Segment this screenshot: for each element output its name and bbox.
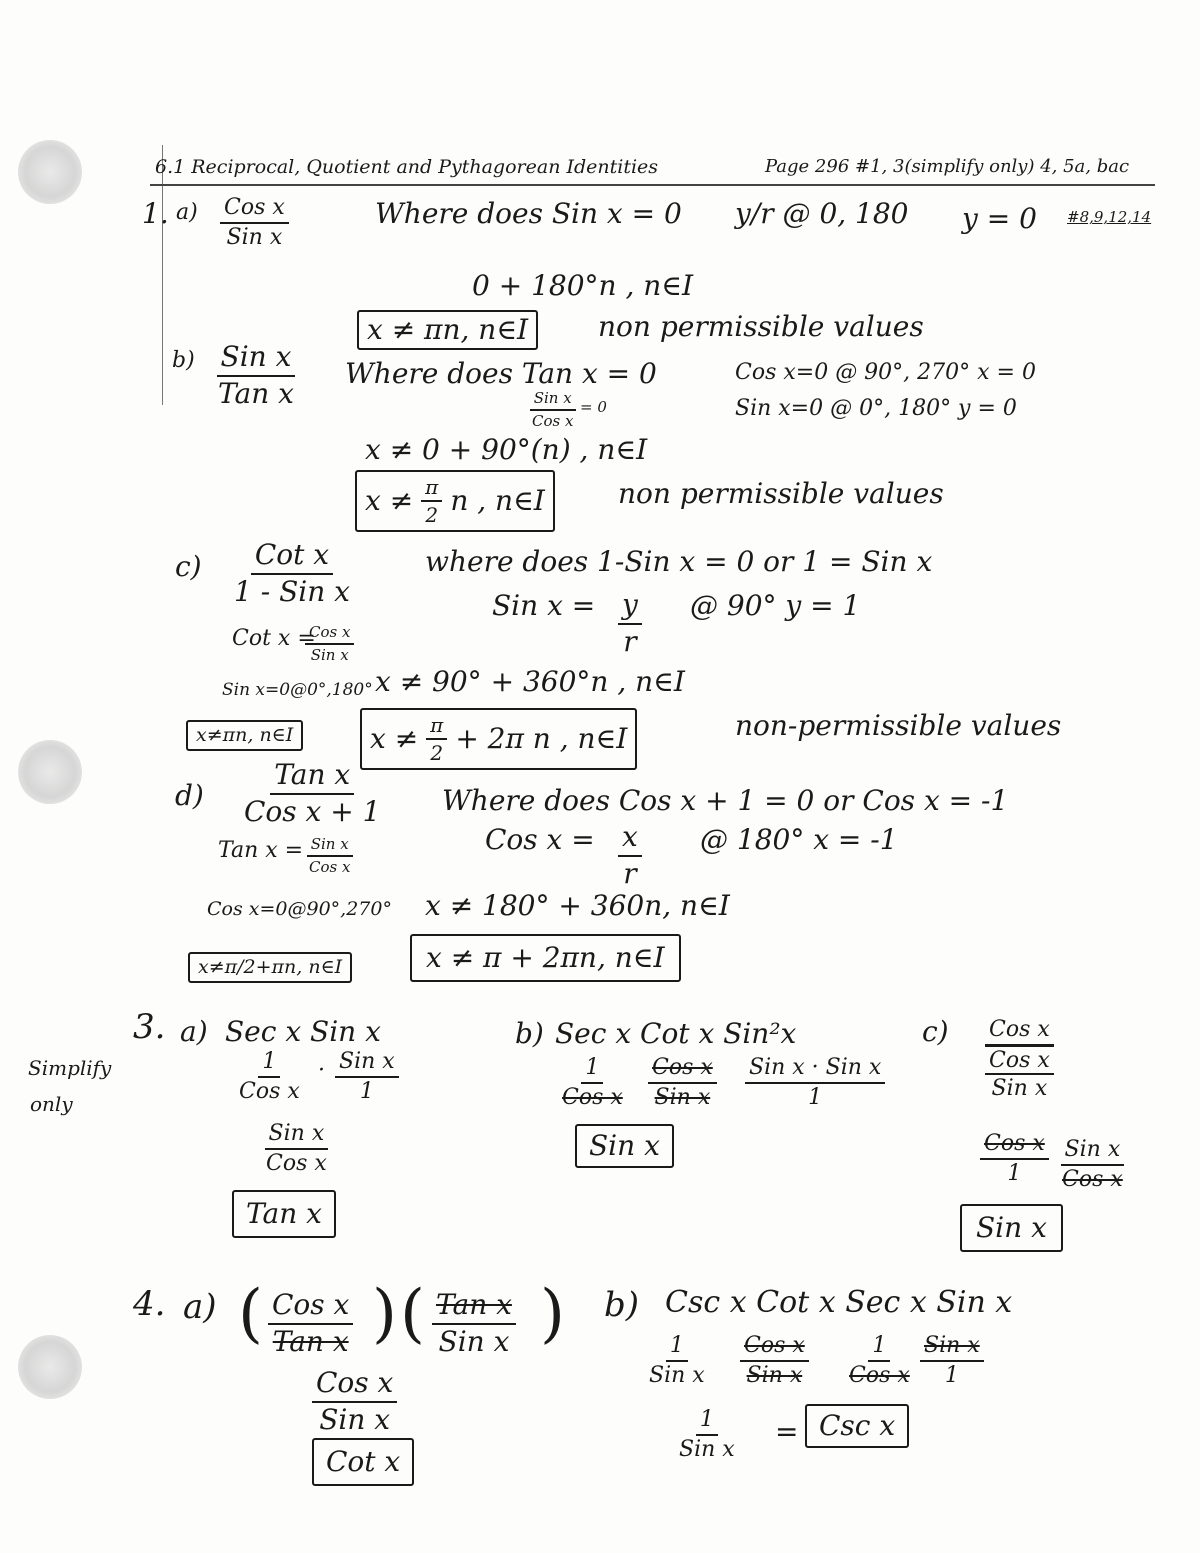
q1c-answer-note: non-permissible values (735, 709, 1062, 742)
q1a-expression (220, 196, 289, 250)
q4b-s2-num: Cos x (740, 1334, 809, 1362)
q3-margin-note-1: Simplify (28, 1056, 112, 1080)
q4a-right-paren-1: ) (372, 1277, 397, 1351)
q1c-sin-zero: Sin x=0@0°,180° (222, 680, 373, 700)
q1c-sin-num: y (618, 590, 642, 625)
q1b-question: Where does Tan x = 0 (345, 357, 657, 390)
q4b-step-fraction-4 (920, 1334, 984, 1388)
q4b-s3-den: Cos x (849, 1363, 910, 1389)
q3c-s2-num: Sin x (1061, 1138, 1125, 1166)
q3a-expression: Sec x Sin x (225, 1015, 381, 1048)
q3b-s3-den: 1 (808, 1085, 823, 1111)
q3a-s2-den: 1 (359, 1079, 374, 1105)
q1c-sin-fraction (618, 590, 642, 658)
q1a-y-note: y = 0 (962, 202, 1037, 235)
q1b-sin-note: Sin x=0 @ 0°, 180° y = 0 (735, 396, 1017, 421)
q4a-factor-2 (432, 1290, 516, 1358)
q3b-step1-fraction-3 (745, 1056, 885, 1110)
q3-margin-note-2: only (30, 1092, 73, 1116)
q3a-step1-dot: · (318, 1058, 325, 1083)
q1c-expression (230, 540, 354, 608)
q1a-den: Sin x (226, 225, 283, 251)
q1a-question: Where does Sin x = 0 (375, 197, 682, 230)
q1b-answer-note: non permissible values (618, 477, 944, 510)
q3a-label: a) (180, 1015, 208, 1048)
q1d-tan-fraction (305, 836, 354, 875)
q1d-cos-pre: Cos x = (485, 823, 595, 856)
q1-number: 1. (142, 197, 169, 230)
q3b-label: b) (515, 1017, 544, 1050)
q4b-s4-num: Sin x (920, 1334, 984, 1362)
q4a-f1-num: Cos x (268, 1290, 353, 1325)
q3b-step1-fraction-2 (648, 1056, 717, 1110)
q1b-expression (214, 342, 298, 410)
q3c-den-den: Sin x (991, 1076, 1048, 1102)
q1d-cos-num: x (618, 822, 642, 857)
q1b-side-fraction (528, 390, 577, 429)
q1b-answer-pre: x ≠ (365, 484, 414, 517)
header-underline (150, 184, 1155, 186)
q4a-answer-box: Cot x (312, 1438, 414, 1486)
q4b-s1-num: 1 (666, 1334, 688, 1362)
q1c-cot-fraction (305, 624, 354, 663)
q1c-cot-den: Sin x (310, 645, 349, 664)
q1a-label: a) (176, 200, 198, 225)
q3a-answer-box: Tan x (232, 1190, 336, 1238)
q1b-den: Tan x (218, 376, 294, 410)
punch-hole-bottom (18, 1335, 82, 1399)
assignment-note: Page 296 #1, 3(simplify only) 4, 5a, bac (765, 156, 1130, 177)
q1c-sin-pre: Sin x = (492, 589, 596, 622)
q1d-cos-zero: Cos x=0@90°,270° (207, 898, 392, 920)
q4a-s-num: Cos x (312, 1368, 397, 1403)
q4b-step-fraction-2 (740, 1334, 809, 1388)
q3b-s1-den: Cos x (562, 1085, 623, 1111)
q3c-step1-fraction-1 (980, 1132, 1049, 1186)
q1c-label: c) (175, 550, 202, 583)
q4a-f2-den: Sin x (438, 1324, 510, 1358)
q3a-s2-num: Sin x (335, 1050, 399, 1078)
q1b-answer-den: 2 (425, 503, 439, 527)
q1d-label: d) (175, 779, 204, 812)
q1b-cos-note: Cos x=0 @ 90°, 270° x = 0 (735, 360, 1036, 385)
q3a-s1-num: 1 (258, 1050, 280, 1078)
q3c-s1-num: Cos x (980, 1132, 1049, 1160)
page-title: 6.1 Reciprocal, Quotient and Pythagorean Identities (155, 156, 659, 178)
q1b-answer-box (355, 470, 555, 532)
q4b-s3-num: 1 (868, 1334, 890, 1362)
q1c-answer-pre: x ≠ (370, 722, 419, 755)
q4b-expression: Csc x Cot x Sec x Sin x (665, 1285, 1013, 1320)
q1b-general: x ≠ 0 + 90°(n) , n∈I (365, 433, 648, 466)
q4b-equals: = (775, 1415, 799, 1448)
q1b-side-eq: = 0 (580, 398, 607, 416)
q4a-f2-num: Tan x (432, 1290, 516, 1325)
q4a-right-paren-2: ) (540, 1277, 565, 1351)
q1d-cos-fraction (618, 822, 642, 890)
q1c-left-answer-box: x≠πn, n∈I (186, 720, 303, 751)
q3c-den-num: Cos x (985, 1047, 1054, 1075)
q1c-num: Cot x (251, 540, 333, 575)
q1c-answer-fraction (426, 714, 447, 764)
q3a-step1-fraction-1 (235, 1050, 304, 1104)
q4a-step-fraction (312, 1368, 397, 1436)
q1b-label: b) (172, 348, 195, 373)
q1d-expression (240, 760, 384, 828)
q4b-answer-box: Csc x (805, 1404, 909, 1448)
q1a-general: 0 + 180°n , n∈I (472, 269, 694, 302)
q1d-num: Tan x (270, 760, 354, 795)
q3c-s1-den: 1 (1007, 1161, 1022, 1187)
q4b-s4-den: 1 (944, 1363, 959, 1389)
q3a-s1-den: Cos x (239, 1079, 300, 1105)
q1c-cot-num: Cos x (305, 624, 354, 645)
q1c-answer-den: 2 (430, 741, 444, 765)
q3b-s3-num: Sin x · Sin x (745, 1056, 885, 1084)
q1b-side-num: Sin x (530, 390, 576, 411)
q4a-left-paren-2: ( (400, 1277, 425, 1351)
q1a-answer-note: non permissible values (598, 310, 924, 343)
q4b-r-num: 1 (696, 1408, 718, 1436)
q4a-left-paren-1: ( (238, 1277, 263, 1351)
q4a-s-den: Sin x (319, 1402, 391, 1436)
punch-hole-top (18, 140, 82, 204)
q3a-s3-num: Sin x (265, 1122, 329, 1150)
q1c-sin-den: r (623, 624, 637, 658)
q1d-tan-num: Sin x (307, 836, 353, 857)
punch-hole-middle (18, 740, 82, 804)
q3b-s2-num: Cos x (648, 1056, 717, 1084)
q3-number: 3. (133, 1007, 166, 1047)
q1a-extra-problems: #8,9,12,14 (1067, 208, 1152, 226)
q4b-s1-den: Sin x (649, 1363, 705, 1389)
q1d-general: x ≠ 180° + 360n, n∈I (425, 889, 730, 922)
q1b-answer-fraction (421, 476, 442, 526)
q3a-step1-fraction-2 (335, 1050, 399, 1104)
q1c-answer-post: + 2π n , n∈I (455, 722, 628, 755)
q3b-step1-fraction-1 (558, 1056, 627, 1110)
q3b-s2-den: Sin x (654, 1085, 711, 1111)
q1c-cot-pre: Cot x = (232, 626, 316, 651)
q1b-side-den: Cos x (532, 411, 574, 430)
q4b-step-fraction-3 (845, 1334, 914, 1388)
q3c-num: Cos x (985, 1018, 1054, 1047)
q1a-note: y/r @ 0, 180 (735, 197, 909, 230)
q1b-answer-num: π (421, 476, 442, 502)
q1c-answer-box (360, 708, 637, 770)
q1d-tan-pre: Tan x = (218, 838, 304, 863)
q3a-step2-fraction (262, 1122, 331, 1176)
q4a-factor-1 (268, 1290, 353, 1358)
q1c-sin-post: @ 90° y = 1 (690, 589, 861, 622)
q3c-step1-fraction-2 (1058, 1138, 1127, 1192)
q1c-general: x ≠ 90° + 360°n , n∈I (375, 665, 685, 698)
q4b-step-fraction-1 (645, 1334, 709, 1388)
q3c-s2-den: Cos x (1062, 1167, 1123, 1193)
q4b-s2-den: Sin x (746, 1363, 803, 1389)
q4-number: 4. (133, 1284, 166, 1324)
q1c-answer-num: π (426, 714, 447, 740)
q4b-label: b) (604, 1285, 640, 1325)
q3c-answer-box: Sin x (960, 1204, 1063, 1252)
q1a-answer-box: x ≠ πn, n∈I (357, 310, 538, 350)
q1d-cos-post: @ 180° x = -1 (700, 823, 898, 856)
q1d-answer-box: x ≠ π + 2πn, n∈I (410, 934, 681, 982)
q3b-answer-box: Sin x (575, 1124, 674, 1168)
q1d-den: Cos x + 1 (244, 794, 381, 828)
q1b-num: Sin x (217, 342, 296, 377)
q3c-label: c) (922, 1015, 949, 1048)
q4a-label: a) (183, 1287, 217, 1327)
q1d-left-answer-box: x≠π/2+πn, n∈I (188, 952, 352, 983)
q4b-result-fraction (675, 1408, 739, 1462)
q1d-tan-den: Cos x (309, 857, 351, 876)
q3b-expression: Sec x Cot x Sin²x (555, 1017, 797, 1050)
q3c-expression (985, 1018, 1054, 1102)
q1c-den: 1 - Sin x (234, 574, 350, 608)
q1d-cos-den: r (623, 856, 637, 890)
q3b-s1-num: 1 (581, 1056, 603, 1084)
q4b-r-den: Sin x (679, 1437, 735, 1463)
q1a-num: Cos x (220, 196, 289, 224)
q3a-s3-den: Cos x (266, 1151, 327, 1177)
q4a-f1-den: Tan x (272, 1324, 349, 1358)
q1c-question: where does 1-Sin x = 0 or 1 = Sin x (425, 545, 933, 578)
q1b-answer-post: n , n∈I (450, 484, 545, 517)
q1d-question: Where does Cos x + 1 = 0 or Cos x = -1 (442, 784, 1009, 817)
